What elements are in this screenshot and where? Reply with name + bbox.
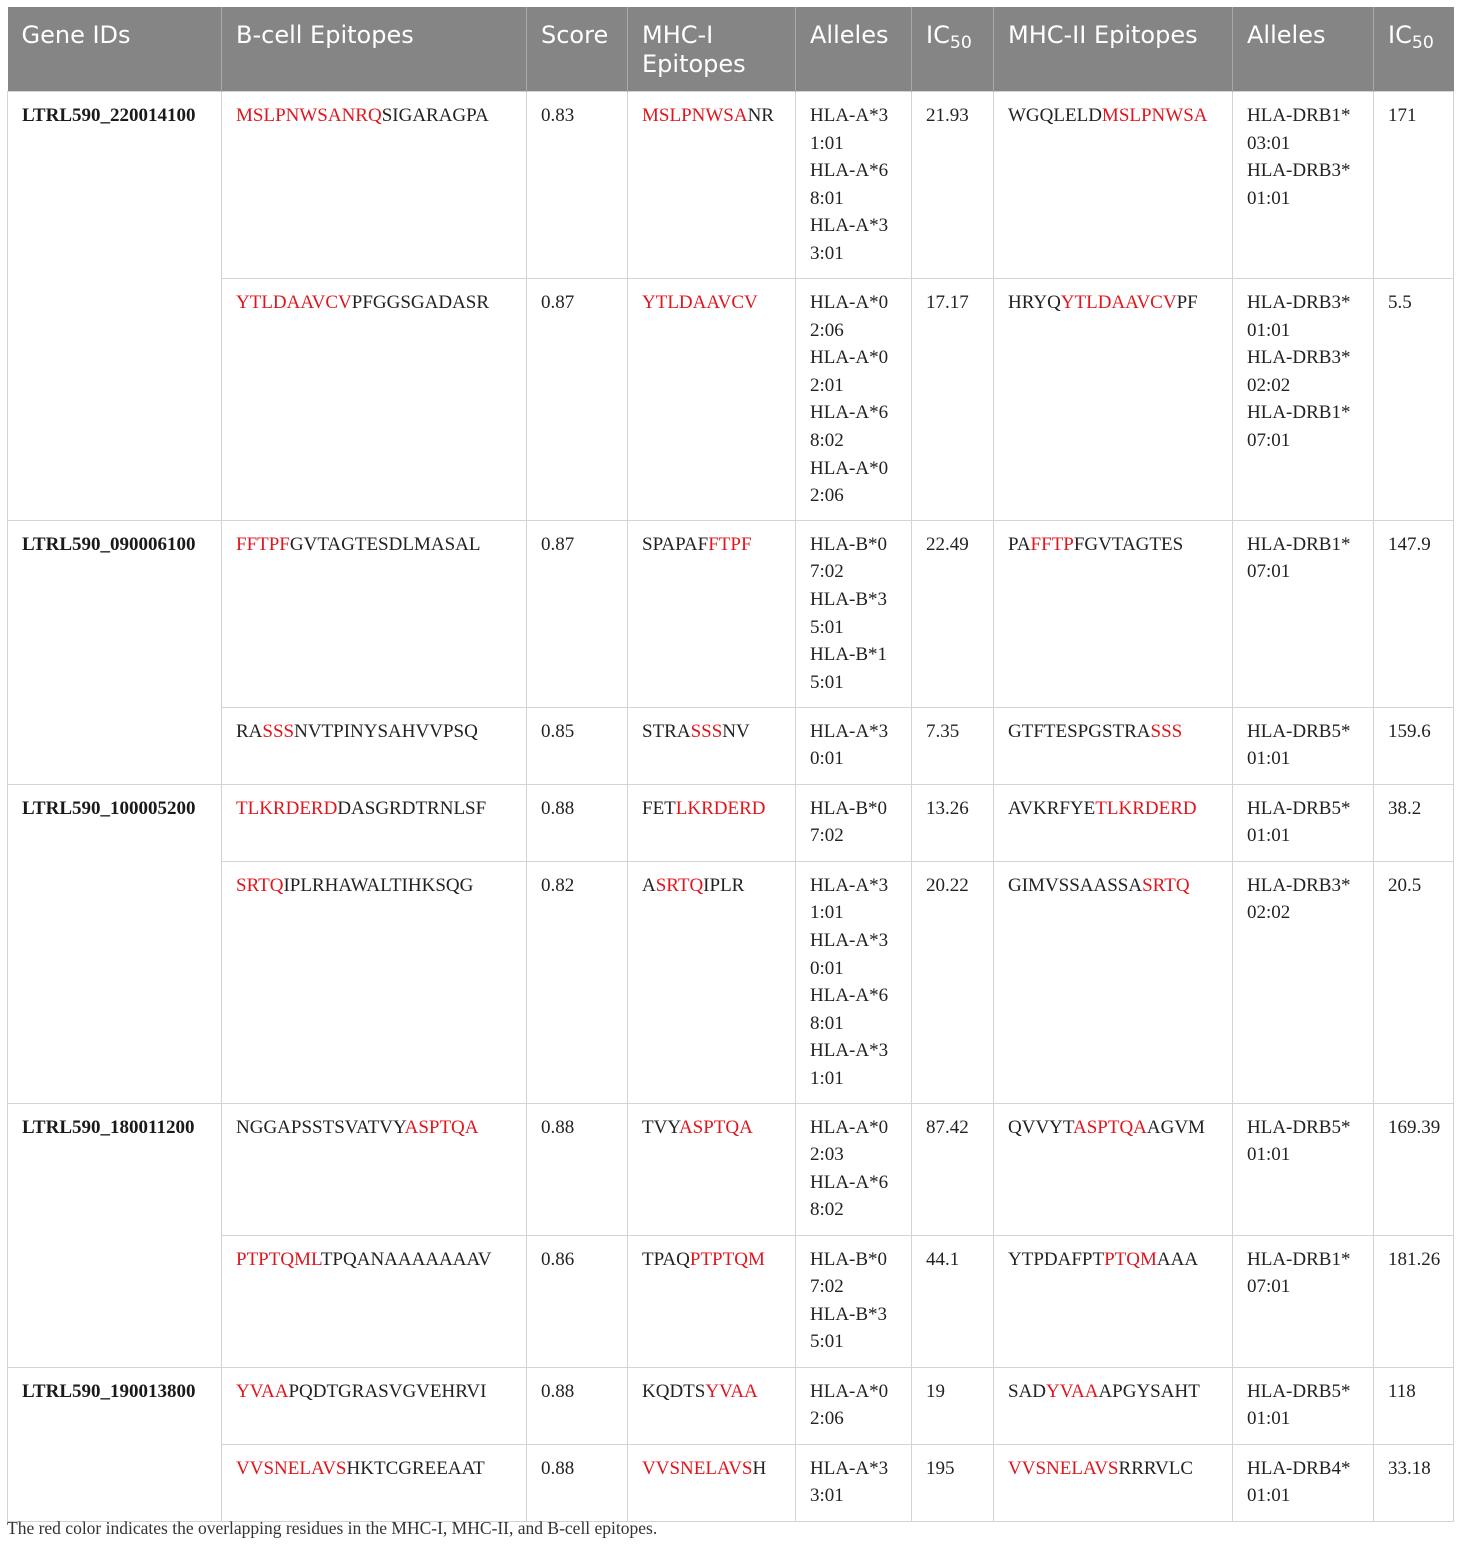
table-body [8,92,1454,1522]
allele-entry: HLA-A*68:01 [810,160,889,209]
sequence-segment: STRA [642,720,691,742]
sequence-segment: YTPDAFPT [1008,1248,1105,1270]
mhc1-ic50-cell: 195 [912,1444,994,1521]
header-alleles-mhc1: Alleles [796,7,912,92]
gene-id-cell: LTRL590_180011200 [8,1103,222,1367]
overlap-residues: SRTQ [655,874,704,896]
mhc2-ic50-cell: 20.5 [1374,861,1454,1103]
mhc1-alleles-cell [796,279,912,521]
sequence-segment: IPLRHAWALTIHKSQG [283,874,474,896]
mhc2-ic50-cell: 181.26 [1374,1235,1454,1367]
sequence-segment: TPQANAAAAAAAV [320,1248,492,1270]
mhc1-alleles-cell [796,1103,912,1235]
header-ic50-mhc2 [1374,7,1454,92]
header-row [8,7,1454,92]
score-cell: 0.85 [527,707,628,784]
overlap-residues: FTPF [708,533,752,555]
overlap-residues: PTPTQML [236,1248,321,1270]
allele-entry: HLA-A*31:01 [810,1040,889,1089]
table-row [8,1444,1454,1521]
overlap-residues: SSS [1150,720,1183,742]
allele-entry: HLA-B*15:01 [810,644,888,693]
allele-entry: HLA-DRB1*03:01 [1247,105,1351,154]
b-cell-epitope-cell [222,861,527,1103]
b-cell-epitope-cell [222,92,527,279]
mhc2-ic50-cell: 118 [1374,1367,1454,1444]
sequence-segment: NR [747,105,774,126]
mhc1-ic50-cell: 44.1 [912,1235,994,1367]
sequence-segment: PQDTGRASVGVEHRVI [288,1380,487,1402]
sequence-segment: SAD [1008,1380,1047,1402]
mhc2-alleles-cell [1233,92,1374,279]
overlap-residues: YTLDAAVCV [1060,292,1177,313]
sequence-segment: H [752,1457,767,1479]
sequence-segment: QVVYT [1008,1116,1073,1138]
sequence-segment: AVKRFYE [1008,797,1096,819]
overlap-residues: YVAA [1046,1380,1099,1402]
overlap-residues: YTLDAAVCV [236,292,352,313]
allele-entry: HLA-DRB1*07:01 [1247,1248,1351,1298]
allele-entry: HLA-DRB3*02:02 [1247,874,1351,924]
mhc1-alleles-cell [796,520,912,707]
mhc1-epitope-cell [628,1103,796,1235]
ic-subscript: 50 [1411,32,1434,53]
score-cell: 0.87 [527,520,628,707]
mhc2-alleles-cell [1233,520,1374,707]
mhc1-epitope-cell [628,520,796,707]
allele-entry: HLA-A*33:01 [810,215,889,264]
overlap-residues: VVSNELAVS [236,1457,347,1479]
mhc1-epitope-cell [628,1235,796,1367]
sequence-segment: SPAPAF [642,533,709,555]
allele-entry: HLA-DRB3*01:01 [1247,292,1351,341]
mhc2-epitope-cell [994,279,1233,521]
epitope-table [7,7,1454,1522]
score-cell: 0.88 [527,1444,628,1521]
mhc1-ic50-cell: 7.35 [912,707,994,784]
header-gene-ids: Gene IDs [8,7,222,92]
allele-entry: HLA-DRB1*07:01 [1247,533,1351,583]
gene-id-cell: LTRL590_190013800 [8,1367,222,1521]
mhc1-epitope-cell [628,861,796,1103]
overlap-residues: VVSNELAVS [642,1457,753,1479]
mhc1-alleles-cell [796,707,912,784]
overlap-residues: SRTQ [236,874,284,896]
mhc2-epitope-cell [994,1235,1233,1367]
header-mhc2-epitopes: MHC-II Epitopes [994,7,1233,92]
allele-entry: HLA-DRB5*01:01 [1247,720,1351,770]
mhc2-epitope-cell [994,1444,1233,1521]
sequence-segment: NV [722,720,750,742]
sequence-segment: TVY [642,1116,679,1138]
allele-entry: HLA-DRB5*01:01 [1247,1116,1351,1166]
b-cell-epitope-cell [222,707,527,784]
allele-entry: HLA-A*68:01 [810,985,889,1034]
ic-label: IC [926,21,950,49]
mhc1-epitope-cell [628,1367,796,1444]
overlap-residues: SRTQ [1142,874,1190,896]
overlap-residues: PTPTQM [689,1248,765,1270]
sequence-segment: APGYSAHT [1098,1380,1200,1402]
allele-entry: HLA-B*35:01 [810,1303,888,1353]
b-cell-epitope-cell [222,520,527,707]
mhc1-ic50-cell: 22.49 [912,520,994,707]
table-row [8,1235,1454,1367]
allele-entry: HLA-A*33:01 [810,1457,889,1507]
allele-entry: HLA-A*31:01 [810,105,889,154]
mhc2-ic50-cell: 5.5 [1374,279,1454,521]
table-row [8,861,1454,1103]
allele-entry: HLA-B*07:02 [810,1248,888,1298]
overlap-residues: YTLDAAVCV [642,292,758,313]
header-ic50-mhc1 [912,7,994,92]
overlap-residues: ASPTQA [404,1116,479,1138]
mhc1-ic50-cell: 17.17 [912,279,994,521]
allele-entry: HLA-DRB3*02:02 [1247,347,1351,396]
score-cell: 0.87 [527,279,628,521]
mhc1-epitope-cell [628,1444,796,1521]
mhc2-ic50-cell: 159.6 [1374,707,1454,784]
mhc1-ic50-cell: 13.26 [912,784,994,861]
sequence-segment: HRYQ [1008,292,1061,313]
score-cell: 0.88 [527,784,628,861]
allele-entry: HLA-A*02:03 [810,1116,889,1166]
mhc2-ic50-cell: 33.18 [1374,1444,1454,1521]
ic-subscript: 50 [949,32,972,53]
mhc2-alleles-cell [1233,707,1374,784]
sequence-segment: PF [1176,292,1198,313]
mhc1-ic50-cell: 19 [912,1367,994,1444]
sequence-segment: PFGGSGADASR [351,292,490,313]
overlap-residues: ASPTQA [1072,1116,1147,1138]
mhc2-alleles-cell [1233,279,1374,521]
overlap-residues: LKRDERD [675,797,766,819]
mhc1-alleles-cell [796,861,912,1103]
mhc1-ic50-cell: 87.42 [912,1103,994,1235]
overlap-residues: MSLPNWSANRQ [236,105,382,126]
overlap-residues: SSS [690,720,723,742]
sequence-segment: WGQLELD [1008,105,1102,126]
sequence-segment: SIGARAGPA [381,105,489,126]
table-row [8,707,1454,784]
mhc1-alleles-cell [796,784,912,861]
sequence-segment: NVTPINYSAHVVPSQ [294,720,478,742]
b-cell-epitope-cell [222,1103,527,1235]
b-cell-epitope-cell [222,1444,527,1521]
overlap-residues: SSS [262,720,295,742]
mhc2-ic50-cell: 169.39 [1374,1103,1454,1235]
mhc2-ic50-cell: 38.2 [1374,784,1454,861]
mhc1-alleles-cell [796,1235,912,1367]
mhc1-alleles-cell [796,1444,912,1521]
sequence-segment: HKTCGREEAAT [346,1457,485,1479]
header-mhc1-epitopes: MHC-I Epitopes [628,7,796,92]
overlap-residues: PTQM [1104,1248,1157,1270]
mhc1-epitope-cell [628,92,796,279]
mhc2-ic50-cell: 147.9 [1374,520,1454,707]
table-footnote: The red color indicates the overlapping residues in the MHC-I, MHC-II, and B-cell epitopes. [7,1518,658,1538]
mhc1-ic50-cell: 20.22 [912,861,994,1103]
mhc2-epitope-cell [994,1103,1233,1235]
score-cell: 0.86 [527,1235,628,1367]
b-cell-epitope-cell [222,784,527,861]
allele-entry: HLA-A*02:01 [810,347,889,396]
overlap-residues: TLKRDERD [1095,797,1197,819]
gene-id-cell: LTRL590_220014100 [8,92,222,521]
sequence-segment: GIMVSSAASSA [1008,874,1143,896]
mhc2-epitope-cell [994,784,1233,861]
allele-entry: HLA-DRB5*01:01 [1247,1380,1351,1430]
sequence-segment: KQDTS [642,1380,706,1402]
allele-entry: HLA-A*31:01 [810,874,889,924]
mhc1-epitope-cell [628,279,796,521]
sequence-segment: FET [642,797,676,819]
sequence-segment: AGVM [1146,1116,1205,1138]
mhc2-ic50-cell: 171 [1374,92,1454,279]
sequence-segment: IPLR [703,874,745,896]
epitope-table-container [7,7,1453,1522]
table-row [8,520,1454,707]
mhc2-alleles-cell [1233,1444,1374,1521]
mhc2-alleles-cell [1233,861,1374,1103]
header-b-cell-epitopes: B-cell Epitopes [222,7,527,92]
sequence-segment: AAA [1156,1248,1199,1270]
ic-label: IC [1388,21,1412,49]
sequence-segment: PA [1008,533,1031,555]
overlap-residues: FFTP [1030,533,1074,555]
overlap-residues: FFTPF [236,533,290,555]
overlap-residues: MSLPNWSA [642,105,748,126]
table-row [8,279,1454,521]
sequence-segment: GTFTESPGSTRA [1008,720,1151,742]
mhc1-alleles-cell [796,1367,912,1444]
table-row [8,1103,1454,1235]
overlap-residues: YVAA [236,1380,289,1402]
mhc2-epitope-cell [994,1367,1233,1444]
score-cell: 0.82 [527,861,628,1103]
overlap-residues: YVAA [705,1380,758,1402]
mhc2-epitope-cell [994,707,1233,784]
table-row [8,92,1454,279]
allele-entry: HLA-A*68:02 [810,1171,889,1221]
allele-entry: HLA-B*35:01 [810,588,888,638]
allele-entry: HLA-A*02:06 [810,457,889,507]
sequence-segment: NGGAPSSTSVATVY [236,1116,405,1138]
allele-entry: HLA-A*02:06 [810,292,889,341]
allele-entry: HLA-A*30:01 [810,720,889,770]
mhc2-alleles-cell [1233,1235,1374,1367]
overlap-residues: ASPTQA [678,1116,753,1138]
mhc2-epitope-cell [994,861,1233,1103]
allele-entry: HLA-A*68:02 [810,402,889,451]
sequence-segment: GVTAGTESDLMASAL [289,533,481,555]
b-cell-epitope-cell [222,1235,527,1367]
header-score: Score [527,7,628,92]
sequence-segment: RRRVLC [1118,1457,1194,1479]
allele-entry: HLA-DRB5*01:01 [1247,797,1351,847]
sequence-segment: A [642,874,656,896]
sequence-segment: FGVTAGTES [1073,533,1184,555]
mhc2-alleles-cell [1233,784,1374,861]
score-cell: 0.88 [527,1367,628,1444]
sequence-segment: TPAQ [642,1248,690,1270]
allele-entry: HLA-DRB1*07:01 [1247,402,1351,451]
mhc1-ic50-cell: 21.93 [912,92,994,279]
b-cell-epitope-cell [222,279,527,521]
header-alleles-mhc2: Alleles [1233,7,1374,92]
mhc2-alleles-cell [1233,1367,1374,1444]
mhc2-epitope-cell [994,92,1233,279]
gene-id-cell: LTRL590_100005200 [8,784,222,1103]
mhc2-epitope-cell [994,520,1233,707]
score-cell: 0.88 [527,1103,628,1235]
allele-entry: HLA-A*30:01 [810,929,889,979]
overlap-residues: TLKRDERD [236,797,338,819]
overlap-residues: MSLPNWSA [1101,105,1208,126]
mhc1-alleles-cell [796,92,912,279]
gene-id-cell: LTRL590_090006100 [8,520,222,784]
allele-entry: HLA-A*02:06 [810,1380,889,1430]
b-cell-epitope-cell [222,1367,527,1444]
mhc1-epitope-cell [628,707,796,784]
allele-entry: HLA-B*07:02 [810,533,888,583]
table-row [8,1367,1454,1444]
score-cell: 0.83 [527,92,628,279]
allele-entry: HLA-B*07:02 [810,797,888,847]
sequence-segment: DASGRDTRNLSF [337,797,487,819]
table-row [8,784,1454,861]
sequence-segment: RA [236,720,263,742]
mhc1-epitope-cell [628,784,796,861]
allele-entry: HLA-DRB3*01:01 [1247,160,1351,209]
mhc2-alleles-cell [1233,1103,1374,1235]
allele-entry: HLA-DRB4*01:01 [1247,1457,1351,1507]
overlap-residues: VVSNELAVS [1008,1457,1119,1479]
